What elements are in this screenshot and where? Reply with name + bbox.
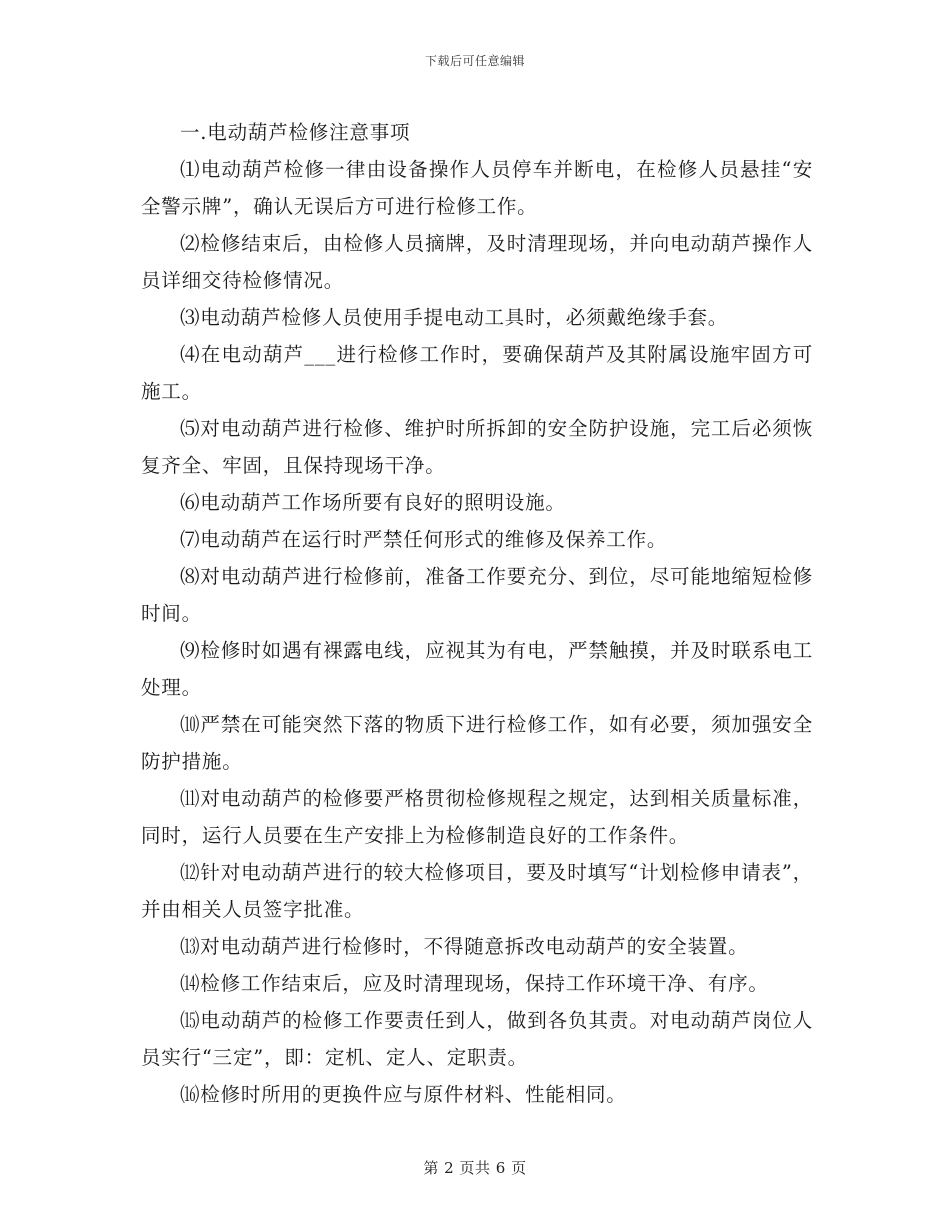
list-item: ⑸对电动葫芦进行检修、维护时所拆卸的安全防护设施，完工后必须恢复齐全、牢固，且保持现场干净。 xyxy=(141,417,813,477)
list-item: ⒂电动葫芦的检修工作要责任到人，做到各负其责。对电动葫芦岗位人员实行“三定”，即：定机、定人、定职责。 xyxy=(141,1009,813,1069)
section-title: 一.电动葫芦检修注意事项 xyxy=(180,121,411,144)
list-item: ⑺电动葫芦在运行时严禁任何形式的维修及保养工作。 xyxy=(180,528,668,551)
list-item: ⑹电动葫芦工作场所要有良好的照明设施。 xyxy=(180,491,566,514)
list-item: ⑵检修结束后，由检修人员摘牌，及时清理现场，并向电动葫芦操作人员详细交待检修情况。 xyxy=(141,232,813,292)
list-item: ⒃检修时所用的更换件应与原件材料、性能相同。 xyxy=(180,1083,627,1106)
list-item: ⑼检修时如遇有裸露电线，应视其为有电，严禁触摸，并及时联系电工处理。 xyxy=(141,639,813,699)
page-number: 第 2 页共 6 页 xyxy=(423,1159,527,1177)
list-item: ⑶电动葫芦检修人员使用手提电动工具时，必须戴绝缘手套。 xyxy=(180,306,729,329)
document-body xyxy=(141,114,813,1113)
list-item: ⑴电动葫芦检修一律由设备操作人员停车并断电，在检修人员悬挂“安全警示牌”，确认无误后方可进行检修工作。 xyxy=(141,158,813,218)
list-item: ⑿针对电动葫芦进行的较大检修项目，要及时填写“计划检修申请表”，并由相关人员签字批准。 xyxy=(141,861,813,921)
list-item: ⑽严禁在可能突然下落的物质下进行检修工作，如有必要，须加强安全防护措施。 xyxy=(141,713,813,773)
list-item: ⑻对电动葫芦进行检修前，准备工作要充分、到位，尽可能地缩短检修时间。 xyxy=(141,565,813,625)
page-header: 下载后可任意编辑 xyxy=(424,54,525,68)
list-item: ⒁检修工作结束后，应及时清理现场，保持工作环境干净、有序。 xyxy=(180,972,769,995)
list-item: ⒀对电动葫芦进行检修时，不得随意拆改电动葫芦的安全装置。 xyxy=(180,935,749,958)
list-item: ⑷在电动葫芦___进行检修工作时，要确保葫芦及其附属设施牢固方可施工。 xyxy=(141,343,813,403)
list-item: ⑾对电动葫芦的检修要严格贯彻检修规程之规定，达到相关质量标准，同时，运行人员要在生产安排上为检修制造良好的工作条件。 xyxy=(141,787,813,847)
